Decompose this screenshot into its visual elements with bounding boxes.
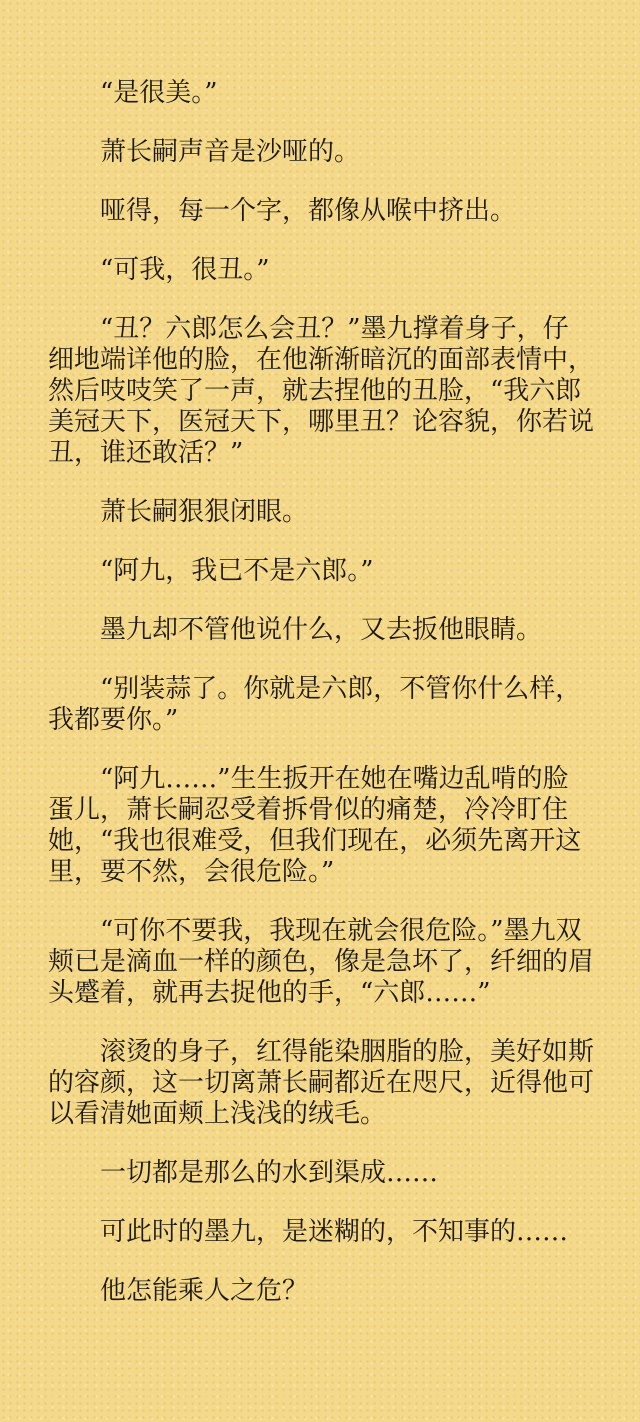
paragraph: “可你不要我，我现在就会很危险。”墨九双颊已是滴血一样的颜色，像是急坏了，纤细的眉头蹙着，就再去捉他的手，“六郎……” xyxy=(48,916,595,1008)
paragraph: 萧长嗣声音是沙哑的。 xyxy=(100,137,361,167)
paragraph: “丑？六郎怎么会丑？”墨九撑着身子，仔细地端详他的脸，在他渐渐暗沉的面部表情中，然后吱吱笑了一声，就去捏他的丑脸，“我六郎美冠天下，医冠天下，哪里丑？论容貌，你若说丑，谁还敢活？” xyxy=(48,314,595,468)
paragraph: “是很美。” xyxy=(100,78,218,108)
paragraph: “别装蒜了。你就是六郎，不管你什么样，我都要你。” xyxy=(48,674,582,735)
paragraph: 滚烫的身子，红得能染胭脂的脸，美好如斯的容颜，这一切离萧长嗣都近在咫尺，近得他可以看清她面颊上浅浅的绒毛。 xyxy=(48,1037,595,1129)
paragraph: 墨九却不管他说什么，又去扳他眼睛。 xyxy=(100,615,543,645)
paragraph: “可我，很丑。” xyxy=(100,255,270,285)
paragraph: 他怎能乘人之危？ xyxy=(100,1276,309,1306)
paragraph: 可此时的墨九，是迷糊的，不知事的…… xyxy=(100,1217,569,1247)
paragraph: “阿九……”生生扳开在她在嘴边乱啃的脸蛋儿，萧长嗣忍受着拆骨似的痛楚，冷冷盯住她，“我也很难受，但我们现在，必须先离开这里，要不然，会很危险。” xyxy=(48,764,582,887)
paragraph: 哑得，每一个字，都像从喉中挤出。 xyxy=(100,196,517,226)
paragraph: 萧长嗣狠狠闭眼。 xyxy=(100,497,309,527)
paragraph: 一切都是那么的水到渠成…… xyxy=(100,1158,439,1188)
paragraph: “阿九，我已不是六郎。” xyxy=(100,556,374,586)
